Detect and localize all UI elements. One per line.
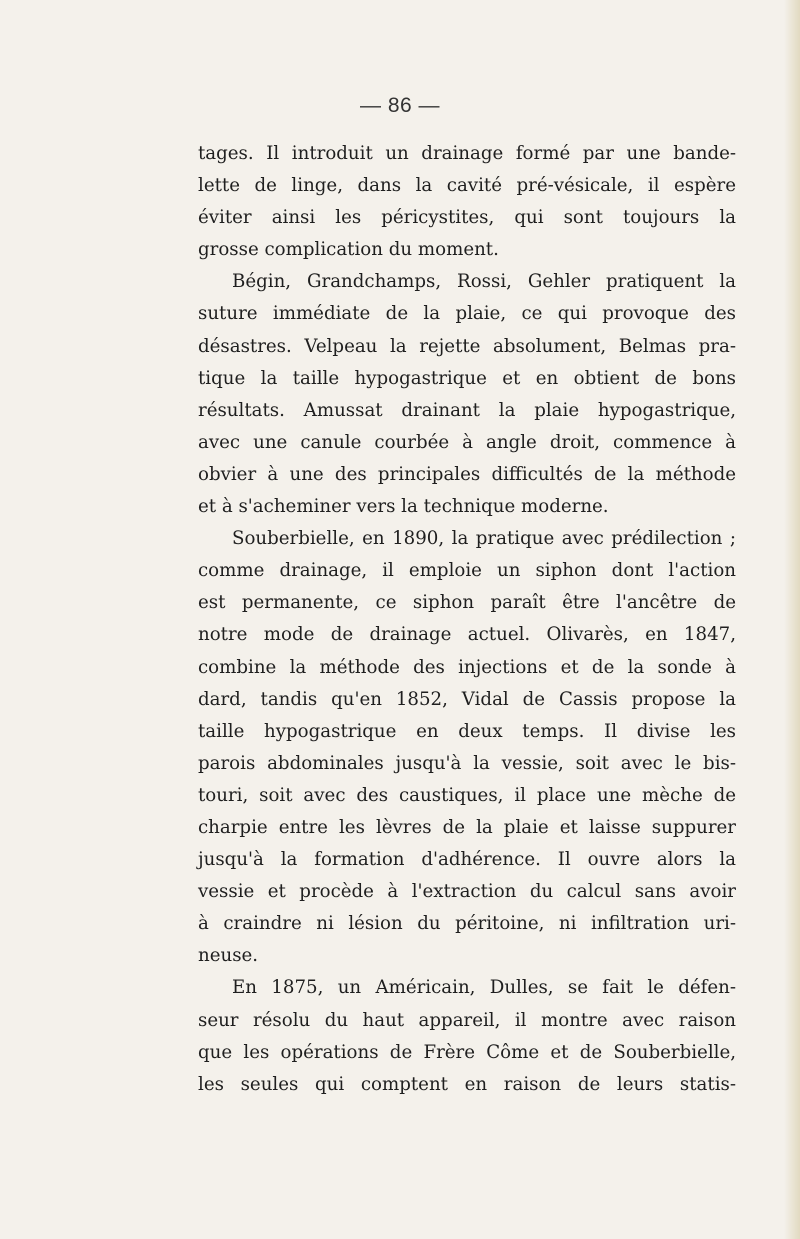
text-line: tique la taille hypogastrique et en obtient de bons [198,367,736,389]
text-line: neuse. [198,945,259,967]
text-line: que les opérations de Frère Côme et de Souberbielle, [198,1041,736,1063]
text-line: est permanente, ce siphon paraît être l'ancêtre de [198,592,736,614]
text-line: charpie entre les lèvres de la plaie et laisse suppurer [198,816,736,838]
text-line: taille hypogastrique en deux temps. Il divise les [198,720,736,742]
text-line: En 1875, un Américain, Dulles, se fait le défen- [232,977,736,999]
body-text [198,138,736,1101]
text-line: comme drainage, il emploie un siphon dont l'action [198,560,736,582]
text-line: touri, soit avec des caustiques, il place une mèche de [198,784,736,806]
page-number: — 86 — [359,94,441,117]
text-line: Bégin, Grandchamps, Rossi, Gehler pratiquent la [232,271,736,293]
text-line: éviter ainsi les péricystites, qui sont toujours la [198,207,736,229]
text-line: grosse complication du moment. [198,239,499,261]
page-edge-shadow [784,0,800,1239]
text-line: avec une canule courbée à angle droit, commence à [198,431,736,453]
text-line: suture immédiate de la plaie, ce qui provoque des [198,303,736,325]
text-line: combine la méthode des injections et de la sonde à [198,656,736,678]
text-line: désastres. Velpeau la rejette absolument, Belmas pra- [198,335,736,357]
text-line: et à s'acheminer vers la technique moderne. [198,496,609,518]
text-line: dard, tandis qu'en 1852, Vidal de Cassis propose la [198,688,736,710]
text-line: seur résolu du haut appareil, il montre avec raison [198,1009,736,1031]
text-line: Souberbielle, en 1890, la pratique avec prédilection ; [232,528,736,550]
text-line: parois abdominales jusqu'à la vessie, soit avec le bis- [198,752,736,774]
text-line: vessie et procède à l'extraction du calcul sans avoir [198,881,736,903]
text-line: les seules qui comptent en raison de leurs statis- [198,1073,736,1095]
text-line: résultats. Amussat drainant la plaie hypogastrique, [198,399,736,421]
text-line: lette de linge, dans la cavité pré-vésicale, il espère [198,175,736,197]
text-line: notre mode de drainage actuel. Olivarès, en 1847, [198,624,736,646]
text-line: tages. Il introduit un drainage formé par une bande- [198,143,736,164]
text-line: obvier à une des principales difficultés de la méthode [198,463,736,485]
text-line: à craindre ni lésion du péritoine, ni infiltration uri- [198,913,736,935]
text-line: jusqu'à la formation d'adhérence. Il ouvre alors la [198,849,736,871]
